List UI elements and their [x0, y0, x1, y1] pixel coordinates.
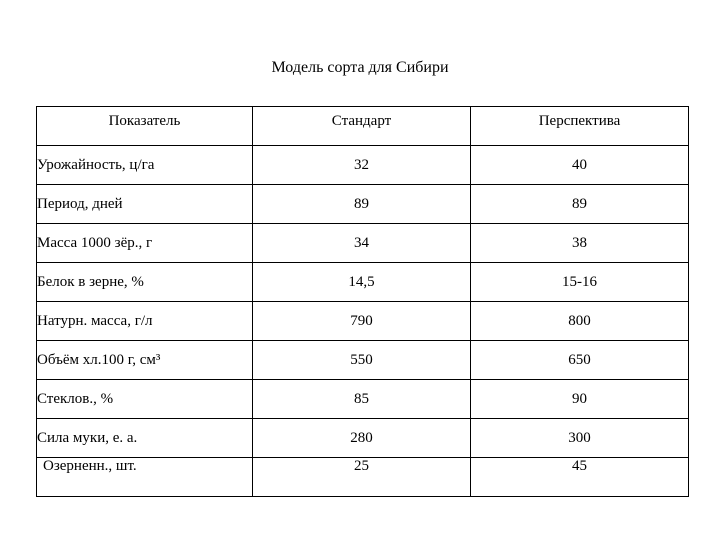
standard-value: 89 — [253, 185, 471, 224]
standard-value: 280 — [253, 419, 471, 458]
table-row — [37, 341, 689, 380]
prospect-value: 45 — [471, 458, 689, 497]
table-row — [37, 302, 689, 341]
page-title: Модель сорта для Сибири — [271, 59, 449, 76]
table-row — [37, 380, 689, 419]
header-standard: Стандарт — [253, 107, 471, 146]
table-row — [37, 458, 689, 497]
prospect-value: 89 — [471, 185, 689, 224]
table-row — [37, 263, 689, 302]
standard-value: 790 — [253, 302, 471, 341]
table-row — [37, 146, 689, 185]
prospect-value: 15-16 — [471, 263, 689, 302]
row-label: Белок в зерне, % — [37, 263, 253, 302]
prospect-value: 650 — [471, 341, 689, 380]
row-label: Стеклов., % — [37, 380, 253, 419]
prospect-value: 40 — [471, 146, 689, 185]
table-row — [37, 185, 689, 224]
prospect-value: 90 — [471, 380, 689, 419]
header-indicator: Показатель — [37, 107, 253, 146]
standard-value: 25 — [253, 458, 471, 497]
row-label: Натурн. масса, г/л — [37, 302, 253, 341]
table-row — [37, 224, 689, 263]
standard-value: 550 — [253, 341, 471, 380]
row-label: Озерненн., шт. — [37, 458, 253, 497]
row-label: Объём хл.100 г, см³ — [37, 341, 253, 380]
table-row — [37, 419, 689, 458]
prospect-value: 800 — [471, 302, 689, 341]
table-header-row — [37, 107, 689, 146]
prospect-value: 300 — [471, 419, 689, 458]
variety-model-table — [36, 106, 689, 497]
row-label: Сила муки, е. а. — [37, 419, 253, 458]
row-label: Период, дней — [37, 185, 253, 224]
row-label: Масса 1000 зёр., г — [37, 224, 253, 263]
header-prospect: Перспектива — [471, 107, 689, 146]
standard-value: 34 — [253, 224, 471, 263]
standard-value: 85 — [253, 380, 471, 419]
standard-value: 32 — [253, 146, 471, 185]
standard-value: 14,5 — [253, 263, 471, 302]
prospect-value: 38 — [471, 224, 689, 263]
row-label: Урожайность, ц/га — [37, 146, 253, 185]
